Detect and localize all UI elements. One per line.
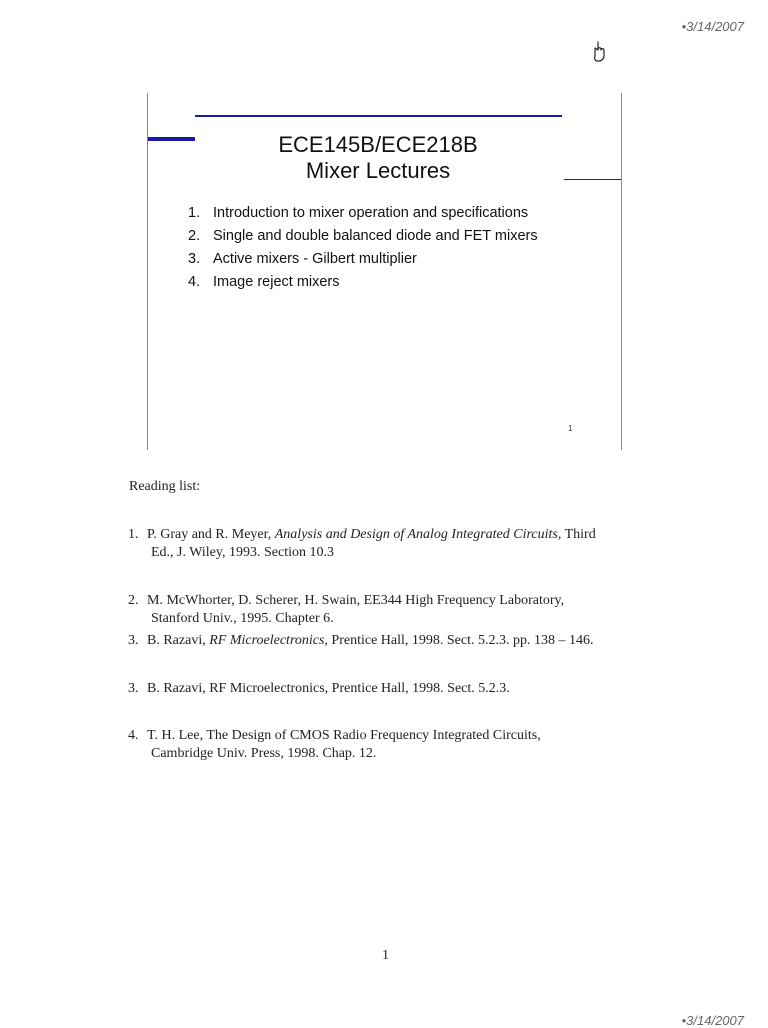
reference-number: 4. <box>128 728 139 743</box>
slide-topic-list <box>188 204 568 296</box>
reference-authors: P. Gray and R. Meyer, <box>147 527 275 542</box>
slide-number: 1 <box>568 424 573 433</box>
reference-1 <box>128 526 648 562</box>
reference-2 <box>128 592 648 628</box>
slide-topic-text: Active mixers - Gilbert multiplier <box>213 251 417 267</box>
reference-number: 1. <box>128 527 139 542</box>
slide-topic-item <box>188 250 568 269</box>
slide-topic-text: Single and double balanced diode and FET mixers <box>213 228 538 244</box>
slide-topic-number: 3. <box>188 251 201 267</box>
reference-details: Stanford Univ., 1995. Chapter 6. <box>151 611 334 626</box>
reference-4 <box>128 727 648 763</box>
slide-frame-right <box>621 93 622 450</box>
reference-3-italic <box>128 632 648 650</box>
reference-3-plain <box>128 680 648 698</box>
slide-topic-number: 1. <box>188 205 201 221</box>
reference-edition: Third <box>561 527 596 542</box>
slide-title <box>148 132 608 184</box>
reading-list-heading: Reading list: <box>129 479 201 494</box>
slide-topic-number: 2. <box>188 228 201 244</box>
slide-topic-item <box>188 227 568 246</box>
slide-title-line1: ECE145B/ECE218B <box>278 132 478 157</box>
slide-topic-number: 4. <box>188 274 201 290</box>
reference-authors: B. Razavi, <box>147 633 210 648</box>
slide-rule-top <box>195 115 562 117</box>
pointing-hand-icon <box>591 41 607 63</box>
reference-title: Analysis and Design of Analog Integrated Circuits, <box>274 527 562 542</box>
page-number: 1 <box>382 948 389 963</box>
reference-details: Ed., J. Wiley, 1993. Section 10.3 <box>151 545 334 560</box>
reference-number: 3. <box>128 633 139 648</box>
slide-topic-item <box>188 204 568 223</box>
footer-date: •3/14/2007 <box>681 1013 744 1028</box>
slide-topic-item <box>188 273 568 292</box>
reference-title: RF Microelectronics <box>209 633 325 648</box>
reference-details: , Prentice Hall, 1998. Sect. 5.2.3. pp. 138 – 146. <box>324 633 594 648</box>
reference-number: 3. <box>128 681 139 696</box>
reference-details: Cambridge Univ. Press, 1998. Chap. 12. <box>151 746 377 761</box>
reference-text: M. McWhorter, D. Scherer, H. Swain, EE344 High Frequency Laboratory, <box>147 593 565 608</box>
slide-topic-text: Image reject mixers <box>213 274 340 290</box>
reference-text: T. H. Lee, The Design of CMOS Radio Frequency Integrated Circuits, <box>147 728 541 743</box>
reference-text: B. Razavi, RF Microelectronics, Prentice Hall, 1998. Sect. 5.2.3. <box>147 681 510 696</box>
slide-title-line2: Mixer Lectures <box>305 158 451 183</box>
slide-topic-text: Introduction to mixer operation and specifications <box>213 205 529 221</box>
reference-number: 2. <box>128 593 139 608</box>
header-date: •3/14/2007 <box>681 19 744 34</box>
